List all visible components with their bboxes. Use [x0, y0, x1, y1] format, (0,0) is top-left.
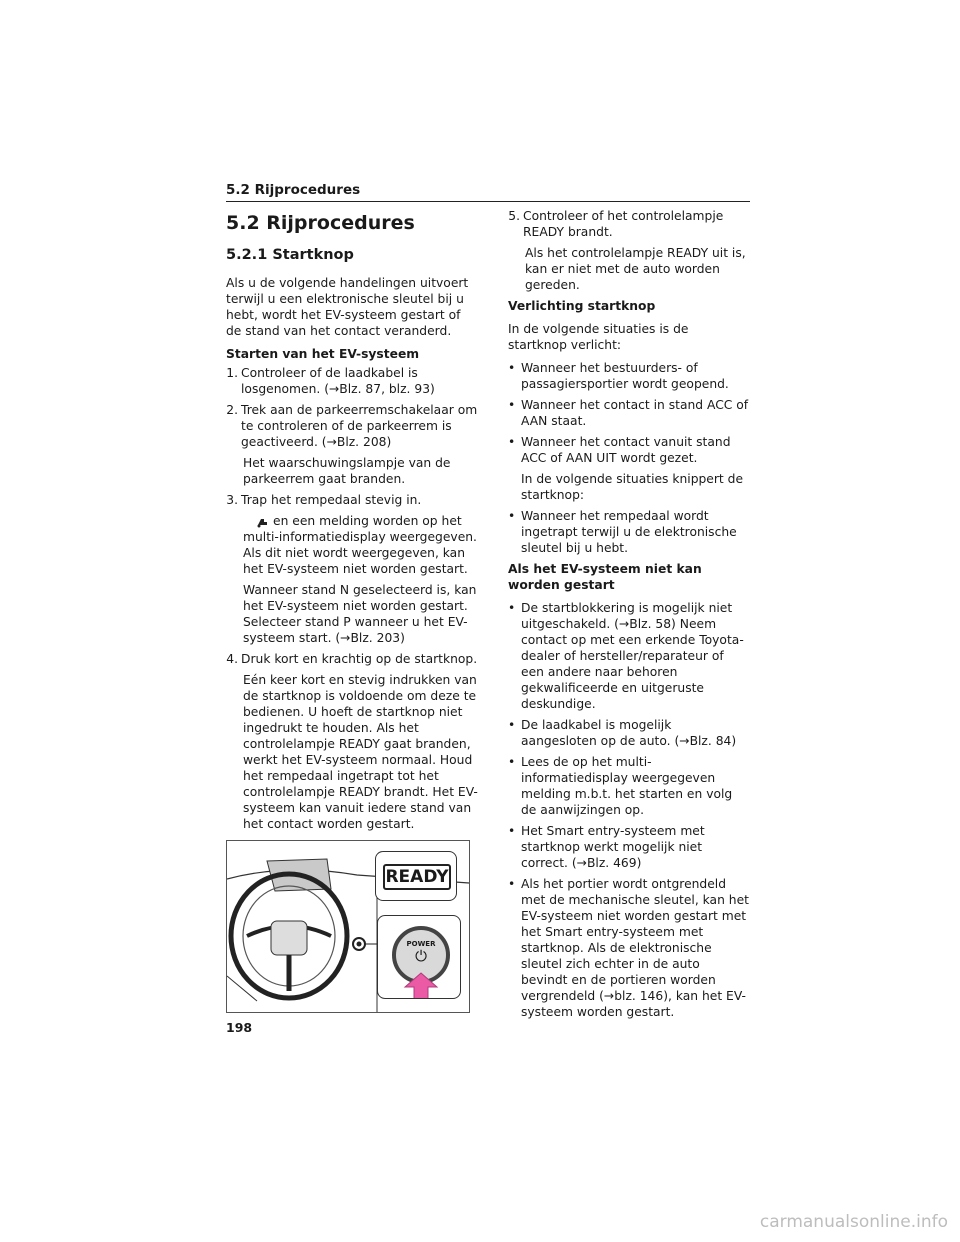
running-header — [226, 179, 750, 202]
ready-callout — [375, 851, 457, 901]
step-3: 3. Trap het rempedaal stevig in. — [226, 493, 422, 507]
fail-heading: Als het EV-systeem niet kan worden gestart — [508, 562, 702, 592]
list-item: • Wanneer het contact in stand ACC of AAN staat. — [508, 398, 749, 428]
list-item: • Wanneer het contact vanuit stand ACC of AAN UIT wordt gezet. — [508, 435, 731, 465]
list-item: • De startblokkering is mogelijk niet uitgeschakeld. (→Blz. 58) Neem contact op met een erkende Toyota-dealer of hersteller/reparateur of een andere naar behoren gekwalificeerde en uitgeruste deskundige. — [508, 601, 744, 711]
list-item: • Als het portier wordt ontgrendeld met de mechanische sleutel, kan het EV-systeem niet worden gestart met het Smart entry-systeem met startknop. Als de elektronische sleutel zich echter in de auto bevindt en de portieren worden vergrendeld (→blz. 146), kan het EV-systeem worden gestart. — [508, 877, 749, 1019]
step-4: 4. Druk kort en krachtig op de startknop. — [226, 652, 478, 666]
step-3-note-2: Wanneer stand N geselecteerd is, kan het EV-systeem niet worden gestart. Selecteer stand P wanneer u het EV-systeem start. (→Blz. 203) — [243, 583, 477, 645]
step-3-note-1: en een melding worden op het multi-informatiedisplay weergegeven. Als dit niet wordt weergegeven, kan het EV-systeem niet worden gestart. — [243, 514, 477, 576]
list-item: • Wanneer het bestuurders- of passagiersportier wordt geopend. — [508, 361, 729, 391]
ready-indicator: READY — [383, 864, 451, 890]
arrow-up-icon — [401, 971, 441, 999]
step-5: 5. Controleer of het controlelampje READY brandt. — [508, 209, 724, 239]
power-callout — [377, 915, 461, 999]
list-item: • Het Smart entry-systeem met startknop werkt mogelijk niet correct. (→Blz. 469) — [508, 824, 705, 870]
intro-paragraph: Als u de volgende handelingen uitvoert terwijl u een elektronische sleutel bij u hebt, wordt het EV-systeem gestart of de stand van het contact veranderd. — [226, 276, 469, 338]
right-column — [508, 208, 750, 1025]
step-1: 1. Controleer of de laadkabel is losgenomen. (→Blz. 87, blz. 93) — [226, 366, 435, 396]
startknop-illustration — [226, 840, 470, 1013]
power-symbol-icon: ⏻ — [415, 947, 427, 965]
blink-intro: In de volgende situaties knippert de startknop: — [521, 472, 744, 502]
section-title: 5.2 Rijprocedures — [226, 212, 415, 234]
start-heading: Starten van het EV-systeem — [226, 347, 420, 361]
running-header-title: 5.2 Rijprocedures — [226, 182, 361, 198]
subsection-title: 5.2.1 Startknop — [226, 247, 354, 263]
step-2: 2. Trek aan de parkeerremschakelaar om te controleren of de parkeerrem is geactiveerd. (→Blz. 208) — [226, 403, 478, 449]
step-4-note: Eén keer kort en stevig indrukken van de startknop is voldoende om deze te bedienen. U hoeft de startknop niet ingedrukt te houden. Als het controlelampje READY gaat branden, werkt het EV-systeem normaal. Houd het rempedaal ingetrapt tot het controlelampje READY brandt. Het EV-systeem kan vanuit iedere stand van het contact worden gestart. — [243, 673, 478, 831]
brake-indicator-icon — [255, 516, 269, 528]
step-2-note: Het waarschuwingslampje van de parkeerrem gaat branden. — [243, 456, 451, 486]
left-column — [226, 208, 478, 837]
light-heading: Verlichting startknop — [508, 299, 656, 313]
watermark: carmanualsonline.info — [759, 1212, 948, 1232]
page-number: 198 — [226, 1020, 253, 1035]
list-item: • Wanneer het rempedaal wordt ingetrapt terwijl u de elektronische sleutel bij u hebt. — [508, 509, 737, 555]
list-item: • Lees de op het multi-informatiedisplay weergegeven melding m.b.t. het starten en volg de aanwijzingen op. — [508, 755, 733, 817]
light-intro: In de volgende situaties is de startknop verlicht: — [508, 322, 689, 352]
step-5-note: Als het controlelampje READY uit is, kan er niet met de auto worden gereden. — [525, 246, 746, 292]
list-item: • De laadkabel is mogelijk aangesloten op de auto. (→Blz. 84) — [508, 718, 737, 748]
power-label: POWER — [406, 940, 436, 948]
